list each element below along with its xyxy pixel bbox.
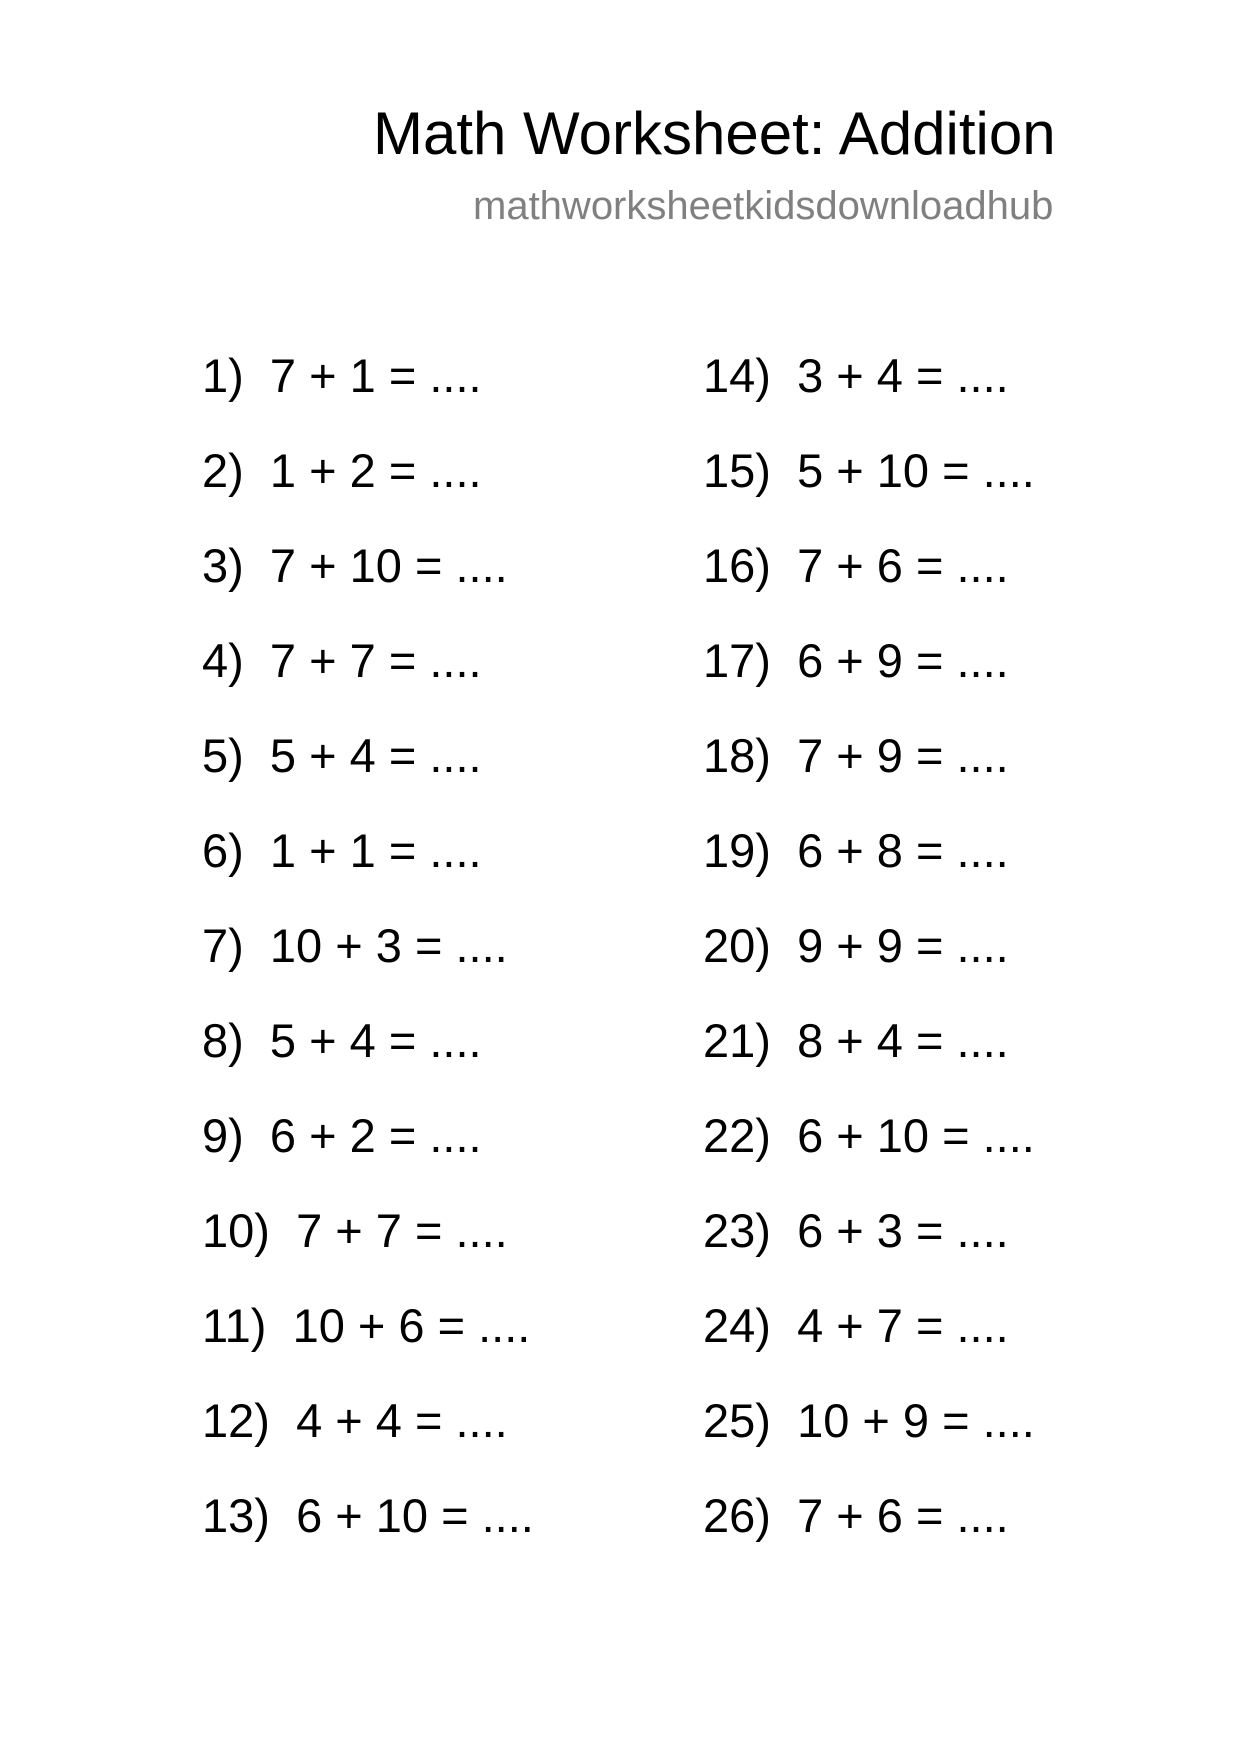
problem-row	[202, 1204, 534, 1302]
problem-expression: 5 + 10 = ....	[797, 444, 1035, 497]
problem-expression: 10 + 3 = ....	[269, 919, 508, 972]
problem-row	[703, 1394, 1035, 1492]
problem-expression: 6 + 8 = ....	[797, 824, 1009, 877]
problem-expression: 7 + 9 = ....	[797, 729, 1009, 782]
problem-number: 11)	[202, 1299, 267, 1352]
problem-row	[202, 1109, 534, 1207]
problem-number: 20)	[703, 919, 771, 972]
problem-expression: 3 + 4 = ....	[797, 349, 1009, 402]
problem-number: 22)	[703, 1109, 771, 1162]
problem-number: 2)	[202, 444, 244, 497]
problem-expression: 1 + 1 = ....	[269, 824, 482, 877]
problem-expression: 1 + 2 = ....	[269, 444, 482, 497]
problem-number: 13)	[202, 1489, 270, 1542]
problem-expression: 9 + 9 = ....	[797, 919, 1009, 972]
problem-row	[703, 824, 1035, 922]
problem-row	[202, 824, 534, 922]
problem-row	[703, 1299, 1035, 1397]
problem-expression: 7 + 10 = ....	[269, 539, 508, 592]
problem-number: 21)	[703, 1014, 771, 1067]
problem-row	[202, 919, 534, 1017]
page-title: Math Worksheet: Addition	[373, 100, 1056, 167]
problem-expression: 5 + 4 = ....	[269, 1014, 482, 1067]
problem-expression: 8 + 4 = ....	[797, 1014, 1009, 1067]
problem-expression: 6 + 10 = ....	[296, 1489, 534, 1542]
problem-number: 5)	[202, 729, 244, 782]
problem-number: 6)	[202, 824, 244, 877]
problem-row	[202, 1014, 534, 1112]
problem-expression: 6 + 3 = ....	[797, 1204, 1009, 1257]
problem-number: 23)	[703, 1204, 771, 1257]
problem-number: 8)	[202, 1014, 244, 1067]
problem-row	[202, 1489, 534, 1587]
problem-expression: 4 + 7 = ....	[797, 1299, 1009, 1352]
problem-number: 25)	[703, 1394, 771, 1447]
problem-expression: 6 + 10 = ....	[797, 1109, 1035, 1162]
problem-number: 26)	[703, 1489, 771, 1542]
problem-number: 7)	[202, 919, 244, 972]
problem-number: 18)	[703, 729, 771, 782]
problem-row	[703, 1489, 1035, 1587]
problem-row	[703, 1014, 1035, 1112]
problem-expression: 7 + 1 = ....	[269, 349, 482, 402]
problem-expression: 7 + 7 = ....	[296, 1204, 508, 1257]
problem-row	[202, 729, 534, 827]
problem-number: 16)	[703, 539, 771, 592]
problem-row	[703, 919, 1035, 1017]
problem-number: 15)	[703, 444, 771, 497]
problem-expression: 6 + 9 = ....	[797, 634, 1009, 687]
problem-number: 10)	[202, 1204, 270, 1257]
problem-row	[703, 729, 1035, 827]
problem-expression: 10 + 6 = ....	[292, 1299, 531, 1352]
problem-row	[703, 1109, 1035, 1207]
problem-number: 14)	[703, 349, 771, 402]
problem-row	[703, 349, 1035, 447]
problem-row	[703, 634, 1035, 732]
problem-number: 1)	[202, 349, 244, 402]
problem-number: 19)	[703, 824, 771, 877]
problem-row	[202, 539, 534, 637]
problem-number: 3)	[202, 539, 244, 592]
problem-expression: 5 + 4 = ....	[269, 729, 482, 782]
problem-number: 4)	[202, 634, 244, 687]
problem-row	[202, 444, 534, 542]
problems-left-column	[202, 349, 534, 1587]
problem-row	[703, 444, 1035, 542]
problem-row	[202, 349, 534, 447]
page-subtitle: mathworksheetkidsdownloadhub	[473, 184, 1054, 228]
problem-expression: 10 + 9 = ....	[797, 1394, 1035, 1447]
problem-expression: 7 + 7 = ....	[269, 634, 482, 687]
problem-row	[202, 1394, 534, 1492]
problem-row	[703, 539, 1035, 637]
problem-expression: 4 + 4 = ....	[296, 1394, 508, 1447]
problem-number: 24)	[703, 1299, 771, 1352]
problem-number: 12)	[202, 1394, 270, 1447]
problem-number: 9)	[202, 1109, 244, 1162]
problem-expression: 6 + 2 = ....	[269, 1109, 482, 1162]
problems-right-column	[703, 349, 1035, 1587]
problem-row	[202, 634, 534, 732]
problem-expression: 7 + 6 = ....	[797, 1489, 1009, 1542]
problem-row	[703, 1204, 1035, 1302]
problem-expression: 7 + 6 = ....	[797, 539, 1009, 592]
problem-row	[202, 1299, 534, 1397]
problem-number: 17)	[703, 634, 771, 687]
